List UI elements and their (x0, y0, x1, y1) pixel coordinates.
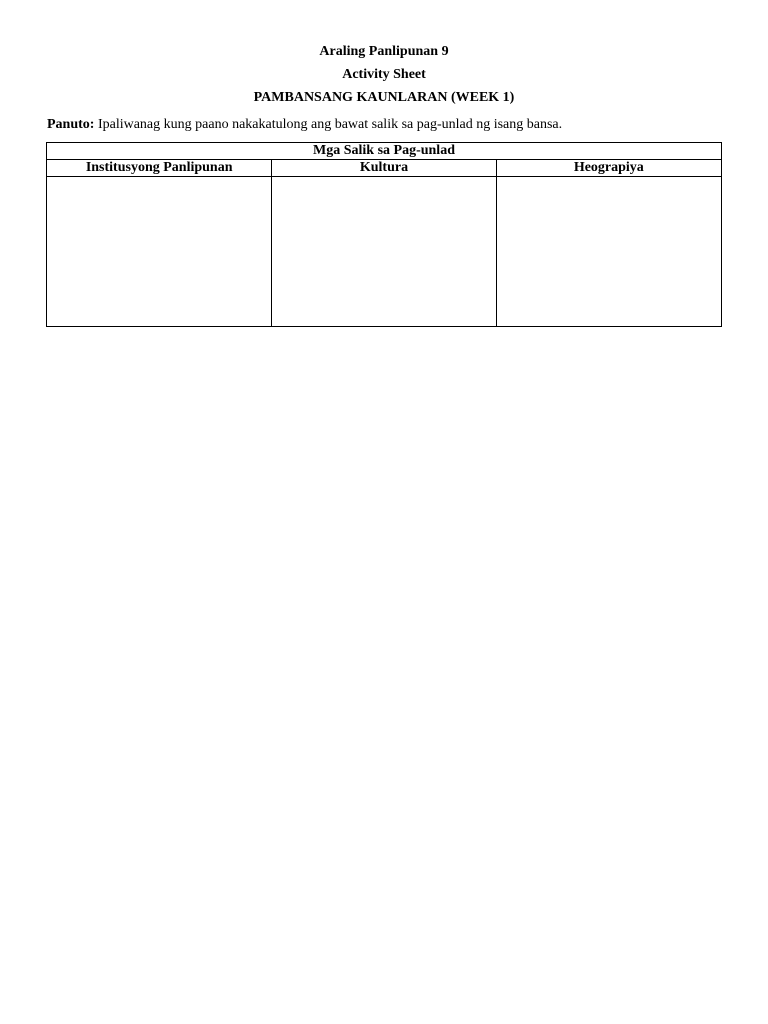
table-title-row (47, 143, 722, 160)
answer-cell-kultura[interactable] (272, 177, 496, 327)
instructions (47, 116, 562, 134)
subject-title: Araling Panlipunan 9 (319, 44, 449, 59)
table-header-row (47, 160, 722, 177)
topic-title: PAMBANSANG KAUNLARAN (WEEK 1) (253, 90, 515, 105)
column-header-kultura: Kultura (272, 160, 496, 177)
answer-row (47, 177, 722, 327)
sheet-type-title: Activity Sheet (342, 67, 426, 82)
development-factors-table (46, 142, 722, 327)
instructions-text: Ipaliwanag kung paano nakakatulong ang bawat salik sa pag-unlad ng isang bansa. (97, 117, 563, 132)
column-header-institusyong-panlipunan: Institusyong Panlipunan (47, 160, 272, 177)
answer-cell-institusyong-panlipunan[interactable] (47, 177, 272, 327)
answer-cell-heograpiya[interactable] (496, 177, 721, 327)
column-header-heograpiya: Heograpiya (496, 160, 721, 177)
instructions-label: Panuto: (47, 117, 95, 132)
table-title: Mga Salik sa Pag-unlad (47, 143, 722, 160)
